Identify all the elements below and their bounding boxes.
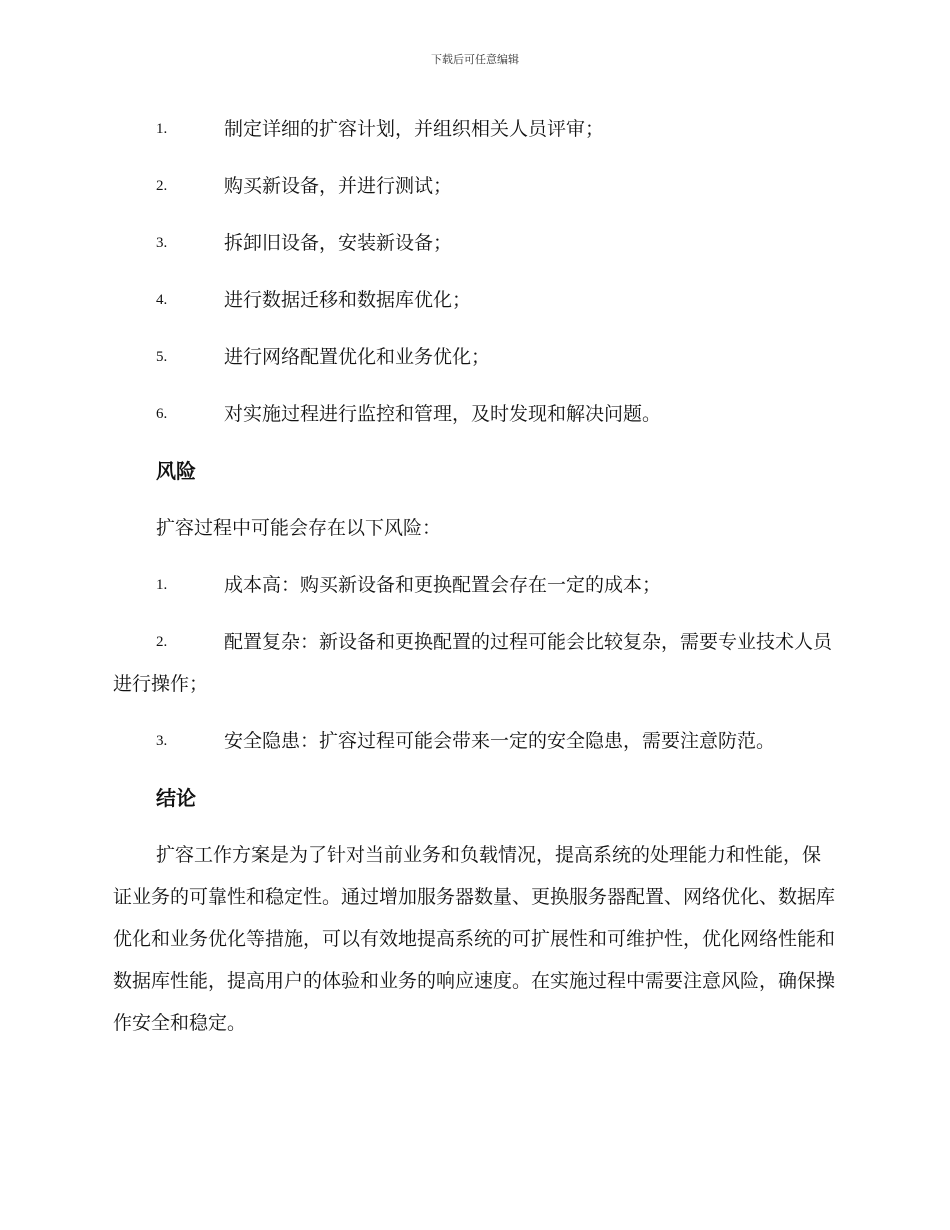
step-item (113, 279, 838, 321)
risk-number: 1. (156, 577, 168, 593)
step-text: 拆卸旧设备，安装新设备； (224, 232, 453, 254)
step-text: 进行网络配置优化和业务优化； (224, 346, 491, 368)
risk-text: 配置复杂：新设备和更换配置的过程可能会比较复杂，需要专业技术人员进行操作； (113, 631, 833, 695)
risks-heading: 风险 (156, 459, 196, 483)
step-number: 4. (156, 292, 168, 308)
page-header: 下载后可任意编辑 (431, 53, 519, 66)
risks-intro: 扩容过程中可能会存在以下风险： (156, 517, 442, 539)
step-text: 购买新设备，并进行测试； (224, 175, 453, 197)
step-item (113, 108, 838, 150)
conclusion-paragraph: 扩容工作方案是为了针对当前业务和负载情况，提高系统的处理能力和性能，保证业务的可靠性和稳定性。通过增加服务器数量、更换服务器配置、网络优化、数据库优化和业务优化等措施，可以有效地提高系统的可扩展性和可维护性，优化网络性能和数据库性能，提高用户的体验和业务的响应速度。在实施过程中需要注意风险，确保操作安全和稳定。 (113, 844, 836, 1034)
step-text: 制定详细的扩容计划，并组织相关人员评审； (224, 118, 605, 140)
document-body (113, 108, 838, 1059)
step-item (113, 393, 838, 435)
risk-text: 成本高：购买新设备和更换配置会存在一定的成本； (224, 574, 662, 596)
risk-number: 2. (156, 634, 168, 650)
step-number: 3. (156, 235, 168, 251)
risk-item (113, 621, 838, 705)
risk-item (113, 720, 838, 762)
step-item (113, 165, 838, 207)
step-text: 进行数据迁移和数据库优化； (224, 289, 472, 311)
step-number: 2. (156, 178, 168, 194)
step-item (113, 222, 838, 264)
step-item (113, 336, 838, 378)
risk-text: 安全隐患：扩容过程可能会带来一定的安全隐患，需要注意防范。 (224, 730, 776, 752)
risk-number: 3. (156, 733, 168, 749)
step-number: 5. (156, 349, 168, 365)
step-number: 6. (156, 406, 168, 422)
step-text: 对实施过程进行监控和管理，及时发现和解决问题。 (224, 403, 662, 425)
risk-item (113, 564, 838, 606)
step-number: 1. (156, 121, 168, 137)
conclusion-heading: 结论 (156, 786, 196, 810)
